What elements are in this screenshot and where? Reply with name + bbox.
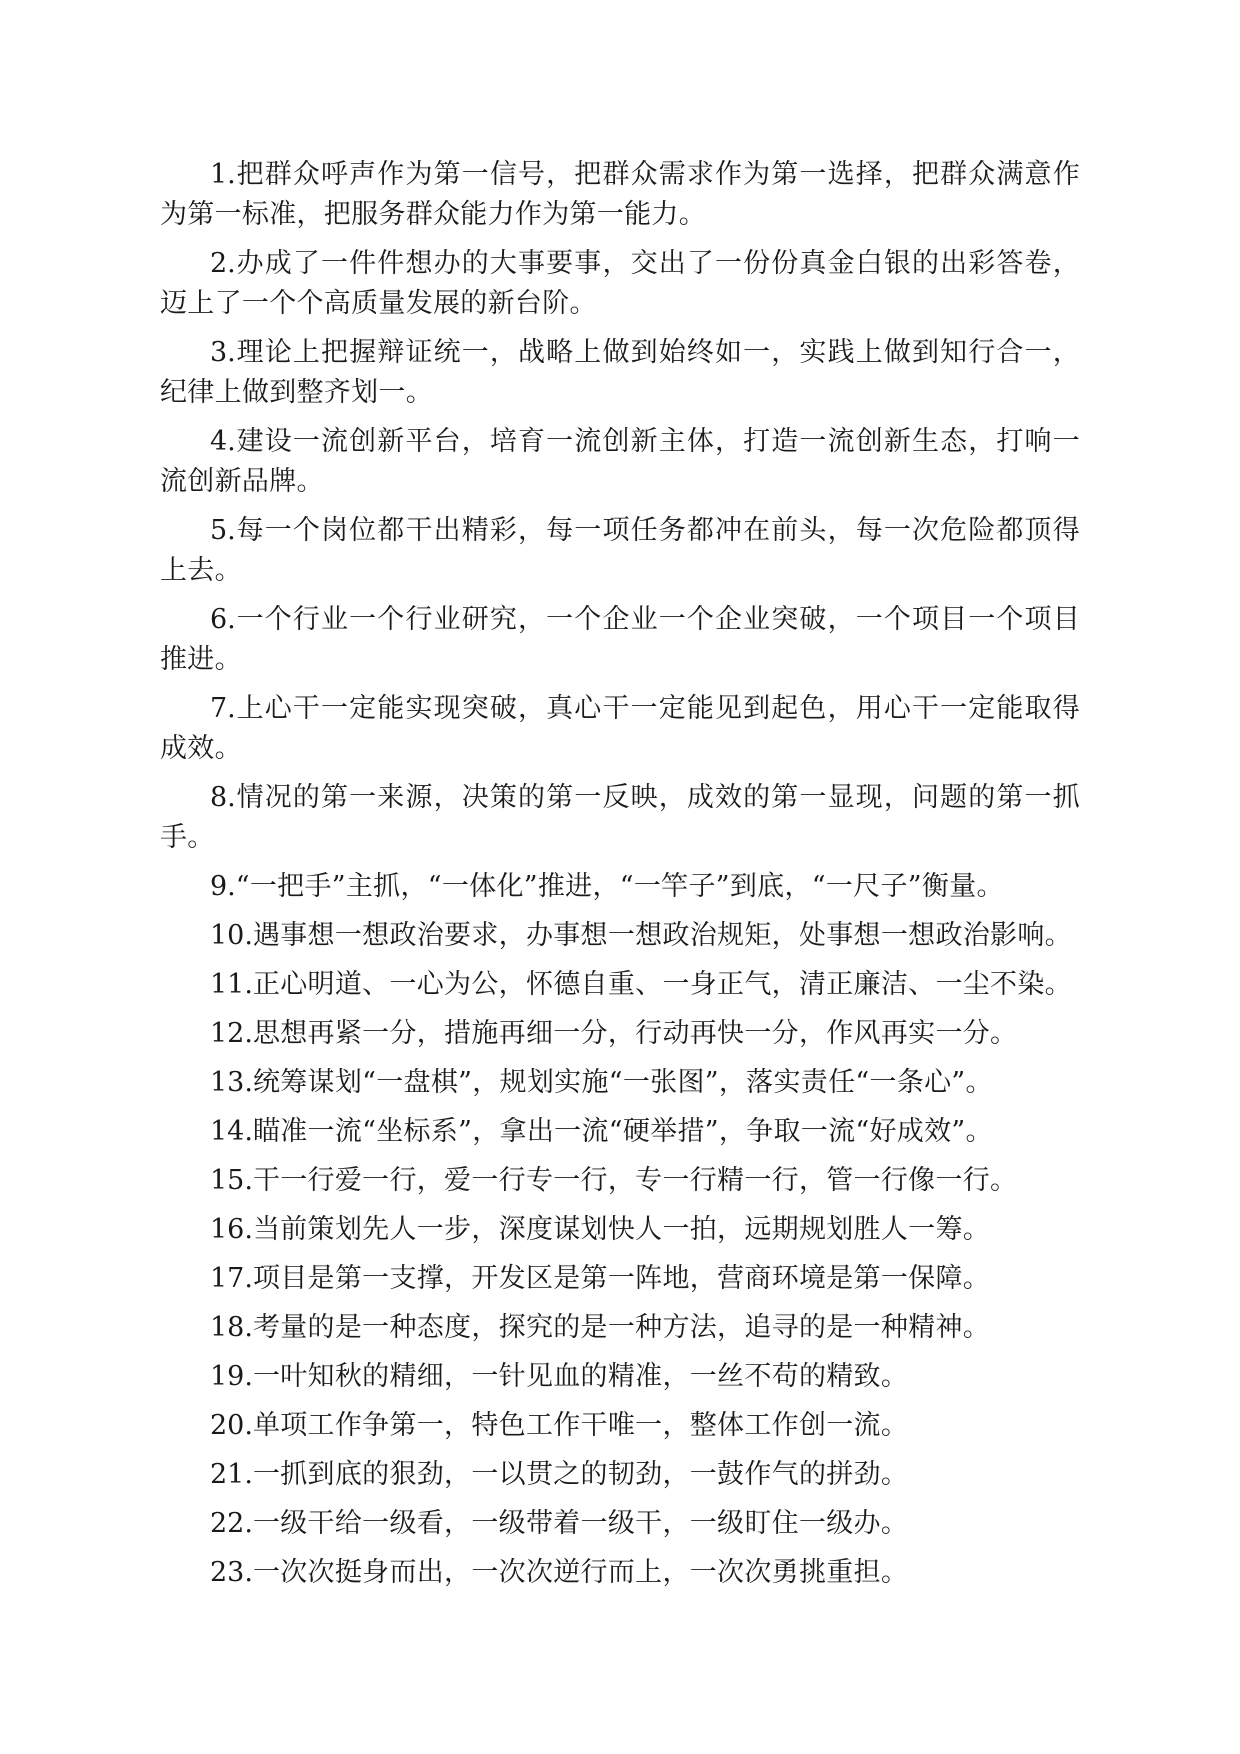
list-item [160,1455,1080,1495]
list-item [160,511,1080,591]
item-number: 18. [210,1312,253,1343]
item-text: 思想再紧一分，措施再细一分，行动再快一分，作风再实一分。 [252,1018,1018,1049]
item-text: 建设一流创新平台，培育一流创新主体，打造一流创新生态，打响一流创新品牌。 [160,426,1080,497]
item-text: 当前策划先人一步，深度谋划快人一拍，远期规划胜人一筹。 [252,1214,991,1245]
item-text: 考量的是一种态度，探究的是一种方法，追寻的是一种精神。 [252,1312,991,1343]
list-item [160,1504,1080,1544]
item-number: 5. [210,515,236,546]
item-number: 1. [210,159,236,190]
list-item [160,689,1080,769]
item-text: 把群众呼声作为第一信号，把群众需求作为第一选择，把群众满意作为第一标准，把服务群众能力作为第一能力。 [160,159,1080,230]
list-item [160,867,1080,907]
list-item [160,1259,1080,1299]
item-text: 正心明道、一心为公，怀德自重、一身正气，清正廉洁、一尘不染。 [252,969,1072,1000]
item-text: 每一个岗位都干出精彩，每一项任务都冲在前头，每一次危险都顶得上去。 [160,515,1080,586]
item-number: 3. [210,337,236,368]
item-number: 10. [210,920,253,951]
list-item [160,1210,1080,1250]
list-item [160,1063,1080,1103]
list-item [160,1014,1080,1054]
item-number: 21. [210,1459,253,1490]
item-number: 19. [210,1361,253,1392]
list-item [160,1357,1080,1397]
item-text: 统筹谋划“一盘棋”，规划实施“一张图”，落实责任“一条心”。 [252,1067,993,1098]
item-text: 上心干一定能实现突破，真心干一定能见到起色，用心干一定能取得成效。 [160,693,1080,764]
item-text: 情况的第一来源，决策的第一反映，成效的第一显现，问题的第一抓手。 [160,782,1080,853]
item-number: 2. [210,248,236,279]
item-number: 15. [210,1165,253,1196]
item-text: 一个行业一个行业研究，一个企业一个企业突破，一个项目一个项目推进。 [160,604,1080,675]
item-number: 12. [210,1018,253,1049]
item-text: 遇事想一想政治要求，办事想一想政治规矩，处事想一想政治影响。 [252,920,1072,951]
item-text: 干一行爱一行，爱一行专一行，专一行精一行，管一行像一行。 [252,1165,1018,1196]
item-number: 9. [210,871,236,902]
list-item [160,965,1080,1005]
list-item [160,422,1080,502]
item-number: 16. [210,1214,253,1245]
list-item [160,1308,1080,1348]
list-item [160,778,1080,858]
item-number: 20. [210,1410,253,1441]
item-text: 办成了一件件想办的大事要事，交出了一份份真金白银的出彩答卷，迈上了一个个高质量发展的新台阶。 [160,248,1080,319]
item-number: 22. [210,1508,253,1539]
list-item [160,1406,1080,1446]
item-text: 瞄准一流“坐标系”，拿出一流“硬举措”，争取一流“好成效”。 [252,1116,993,1147]
list-item [160,1112,1080,1152]
list-item [160,1161,1080,1201]
item-number: 7. [210,693,236,724]
item-number: 13. [210,1067,253,1098]
item-text: 一次次挺身而出，一次次逆行而上，一次次勇挑重担。 [252,1557,909,1588]
item-text: 项目是第一支撑，开发区是第一阵地，营商环境是第一保障。 [252,1263,991,1294]
item-text: “一把手”主抓，“一体化”推进，“一竿子”到底，“一尺子”衡量。 [235,871,1004,902]
item-number: 6. [210,604,236,635]
list-item [160,1553,1080,1593]
item-number: 23. [210,1557,253,1588]
item-number: 8. [210,782,236,813]
item-text: 一级干给一级看，一级带着一级干，一级盯住一级办。 [252,1508,909,1539]
item-number: 4. [210,426,236,457]
list-item [160,244,1080,324]
item-text: 理论上把握辩证统一，战略上做到始终如一，实践上做到知行合一，纪律上做到整齐划一。 [160,337,1080,408]
item-text: 一叶知秋的精细，一针见血的精准，一丝不苟的精致。 [252,1361,909,1392]
item-text: 单项工作争第一，特色工作干唯一，整体工作创一流。 [252,1410,909,1441]
item-number: 11. [210,969,253,1000]
item-number: 17. [210,1263,253,1294]
list-item [160,916,1080,956]
list-item [160,600,1080,680]
list-item [160,333,1080,413]
document-page [160,155,1080,1602]
list-item [160,155,1080,235]
item-number: 14. [210,1116,253,1147]
item-text: 一抓到底的狠劲，一以贯之的韧劲，一鼓作气的拼劲。 [252,1459,909,1490]
